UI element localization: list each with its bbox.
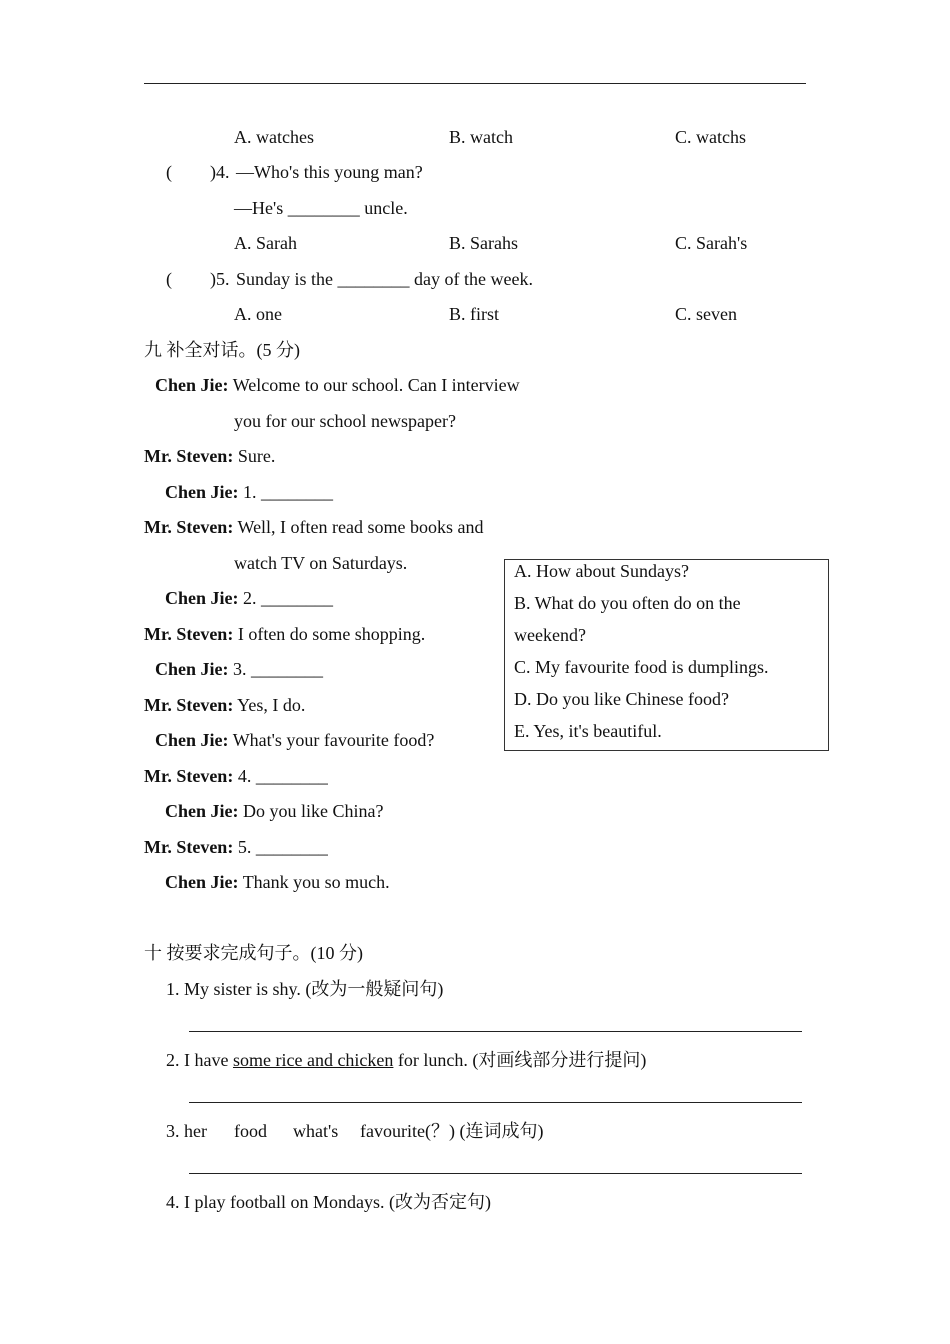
dialogue-line xyxy=(165,587,333,609)
option-a: A. How about Sundays? xyxy=(514,561,689,581)
dialogue-text: 5. ________ xyxy=(237,837,328,857)
dialogue-line xyxy=(155,658,323,680)
dialogue-text: 4. ________ xyxy=(237,766,328,786)
option-b: B. What do you often do on the xyxy=(514,593,741,613)
s10-question-4: 4. I play football on Mondays. (改为否定句) xyxy=(166,1192,491,1212)
q3-option-a: A. watches xyxy=(234,127,314,147)
s10-q2-suffix: for lunch. (对画线部分进行提问) xyxy=(393,1050,647,1070)
dialogue-text: watch TV on Saturdays. xyxy=(234,553,408,573)
dialogue-line xyxy=(165,871,390,893)
q5-option-a: A. one xyxy=(234,304,282,324)
dialogue-line xyxy=(144,445,275,467)
dialogue-speaker: Chen Jie: xyxy=(165,872,239,892)
q3-option-b: B. watch xyxy=(449,127,513,147)
dialogue-speaker: Chen Jie: xyxy=(165,588,239,608)
dialogue-text: Welcome to our school. Can I interview xyxy=(232,375,520,395)
dialogue-line xyxy=(144,694,305,716)
answer-line-2[interactable] xyxy=(189,1102,802,1103)
s10-q2-underlined: some rice and chicken xyxy=(232,1050,394,1070)
option-c: C. My favourite food is dumplings. xyxy=(514,657,769,677)
dialogue-text: you for our school newspaper? xyxy=(234,411,456,431)
q4-option-c: C. Sarah's xyxy=(675,233,748,253)
dialogue-text: 2. ________ xyxy=(243,588,333,608)
q4-answer-line: —He's ________ uncle. xyxy=(234,198,408,218)
dialogue-text: 1. ________ xyxy=(243,482,333,502)
dialogue-speaker: Chen Jie: xyxy=(155,375,229,395)
s10-q2-prefix: 2. I have xyxy=(166,1050,233,1070)
dialogue-options-box xyxy=(504,559,829,751)
section10-title: 十 按要求完成句子。(10 分) xyxy=(144,943,363,963)
answer-line-1[interactable] xyxy=(189,1031,802,1032)
dialogue-line xyxy=(165,800,383,822)
dialogue-text: Yes, I do. xyxy=(237,695,306,715)
dialogue-line xyxy=(144,765,328,787)
dialogue-speaker: Mr. Steven: xyxy=(144,766,234,786)
dialogue-speaker: Mr. Steven: xyxy=(144,446,234,466)
dialogue-text: Thank you so much. xyxy=(242,872,390,892)
s10-q3-word-2: food xyxy=(234,1121,267,1141)
dialogue-text: Sure. xyxy=(237,446,276,466)
q4-paren: ( xyxy=(166,162,172,182)
q4-question: —Who's this young man? xyxy=(236,162,423,182)
dialogue-line xyxy=(144,623,425,645)
option-b-continued: weekend? xyxy=(514,625,586,645)
dialogue-line xyxy=(234,410,456,432)
q5-number: )5. xyxy=(210,269,230,289)
q4-option-a: A. Sarah xyxy=(234,233,297,253)
q5-paren: ( xyxy=(166,269,172,289)
dialogue-line xyxy=(165,481,333,503)
s10-question-2 xyxy=(166,1049,646,1071)
dialogue-speaker: Mr. Steven: xyxy=(144,837,234,857)
dialogue-speaker: Mr. Steven: xyxy=(144,695,234,715)
section9-title: 九 补全对话。(5 分) xyxy=(144,340,300,360)
dialogue-speaker: Chen Jie: xyxy=(155,659,229,679)
q4-number: )4. xyxy=(210,162,230,182)
dialogue-text: What's your favourite food? xyxy=(232,730,435,750)
dialogue-text: Do you like China? xyxy=(243,801,384,821)
s10-question-1: 1. My sister is shy. (改为一般疑问句) xyxy=(166,979,444,999)
q5-option-c: C. seven xyxy=(675,304,737,324)
dialogue-speaker: Chen Jie: xyxy=(155,730,229,750)
q5-question: Sunday is the ________ day of the week. xyxy=(236,269,533,289)
dialogue-line xyxy=(234,552,407,574)
dialogue-line xyxy=(155,729,434,751)
s10-q3-word-1: 3. her xyxy=(166,1121,207,1141)
header-rule xyxy=(144,83,806,84)
answer-line-3[interactable] xyxy=(189,1173,802,1174)
dialogue-speaker: Mr. Steven: xyxy=(144,517,234,537)
s10-q3-word-4: favourite(？) (连词成句) xyxy=(360,1121,544,1141)
dialogue-speaker: Chen Jie: xyxy=(165,482,239,502)
q3-option-c: C. watchs xyxy=(675,127,746,147)
dialogue-speaker: Chen Jie: xyxy=(165,801,239,821)
s10-q3-word-3: what's xyxy=(293,1121,339,1141)
option-e: E. Yes, it's beautiful. xyxy=(514,721,662,741)
dialogue-text: 3. ________ xyxy=(233,659,323,679)
dialogue-line xyxy=(144,836,328,858)
dialogue-text: I often do some shopping. xyxy=(237,624,426,644)
dialogue-text: Well, I often read some books and xyxy=(237,517,484,537)
q4-option-b: B. Sarahs xyxy=(449,233,518,253)
dialogue-line xyxy=(144,516,484,538)
dialogue-line xyxy=(155,374,520,396)
dialogue-speaker: Mr. Steven: xyxy=(144,624,234,644)
option-d: D. Do you like Chinese food? xyxy=(514,689,729,709)
q5-option-b: B. first xyxy=(449,304,500,324)
